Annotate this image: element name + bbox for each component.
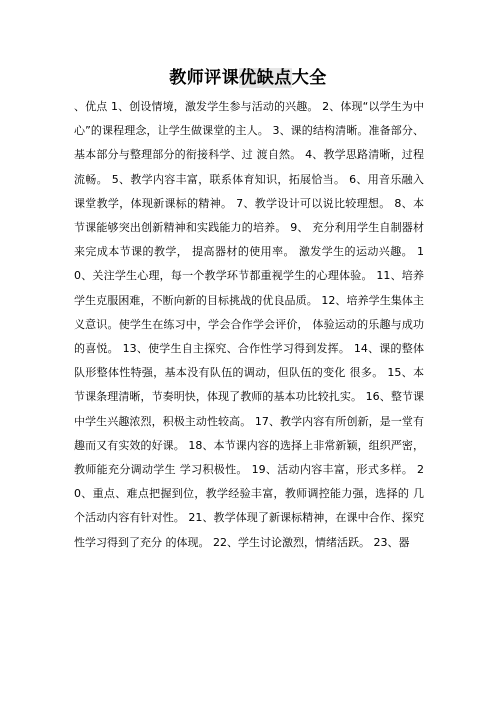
title-text-highlight: 优缺点 xyxy=(239,68,292,88)
title-text-before: 教师评课 xyxy=(169,68,240,88)
title-text-after: 大全 xyxy=(291,68,327,88)
document-title xyxy=(0,66,496,90)
document-body: 、优点 1、创设情境，激发学生参与活动的兴趣。 2、体现“以学生为中心”的课程理念，让学生做课堂的主人。 3、课的结构清晰。准备部分、基本部分与整理部分的衔接科学、过 渡自然。 4、教学思路清晰，过程流畅。 5、教学内容丰富，联系体育知识，拓展恰当。 6、用音乐融入课堂教学，体现新课标的精神。 7、教学设计可以说比较理想。 8、本节课能够突出创新精神和实践能力的培养。 9、 充分利用学生自制器材来完成本节课的教学， 提高器材的使用率。 激发学生的运动兴趣。 10、关注学生心理，每一个教学环节都重视学生的心理体验。 11、培养学生克服困难，不断向新的目标挑战的优良品质。 12、培养学生集体主义意识。使学生在练习中，学会合作学会评价， 体验运动的乐趣与成功的喜悦。 13、使学生自主探究、合作性学习得到发挥。 14、课的整体队形整体性特强，基本没有队伍的调动，但队伍的变化 很多。 15、本节课条理清晰，节奏明快，体现了教师的基本功比较扎实。 16、整节课中学生兴趣浓烈，积极主动性较高。 17、教学内容有所创新，是一堂有趣而又有实效的好课。 18、本节课内容的选择上非常新颖，组织严密，教师能充分调动学生 学习积极性。 19、活动内容丰富，形式多样。 20、重点、难点把握到位，教学经验丰富，教师调控能力强，选择的 几个活动内容有针对性。 21、教学体现了新课标精神，在课中合作、探究性学习得到了充分 的体现。 22、学生讨论激烈，情绪活跃。 23、器 xyxy=(74,100,424,549)
